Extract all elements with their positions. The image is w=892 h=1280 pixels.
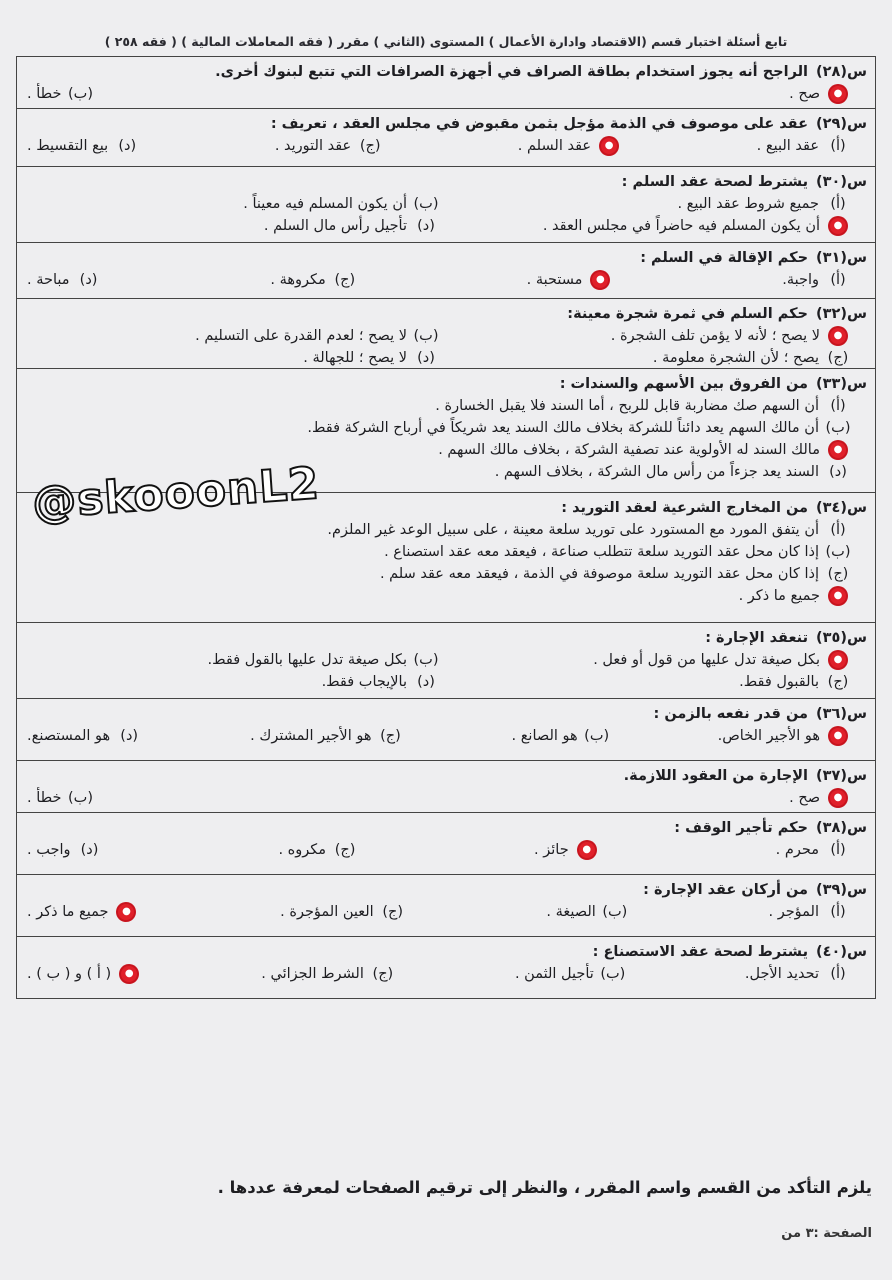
answer-option[interactable]: [250, 725, 403, 747]
option-letter: (ب): [825, 544, 851, 560]
selected-answer-mark-icon: ●: [830, 728, 846, 744]
option-text: أن يكون المسلم فيه حاضراً في مجلس العقد .: [542, 218, 820, 234]
answer-option[interactable]: [27, 395, 851, 417]
answer-option[interactable]: [515, 963, 626, 985]
option-letter: (أ): [830, 272, 846, 288]
option-letter: (د): [118, 138, 137, 154]
option-letter: (د): [417, 218, 435, 234]
option-text: بكل صيغة تدل عليها بالقول فقط.: [207, 652, 407, 668]
option-letter: (أ): [830, 196, 846, 212]
answer-option[interactable]: [280, 901, 406, 923]
option-text: عقد البيع .: [756, 138, 819, 154]
question-header: [27, 627, 867, 649]
options-group: [27, 901, 867, 923]
question-header: [27, 247, 867, 269]
question-number: س(٣٩): [816, 882, 867, 898]
selected-answer-mark-icon: ●: [830, 588, 846, 604]
selected-answer-mark-icon: ●: [830, 790, 846, 806]
answer-option-selected[interactable]: [518, 135, 622, 157]
footer-note: يلزم التأكد من القسم واسم المقرر ، والنظر إلى ترقيم الصفحات لمعرفة عددها .: [217, 1178, 872, 1197]
option-text: عقد التوريد .: [274, 138, 352, 154]
option-letter: (ج): [359, 138, 381, 154]
options-group: [27, 83, 867, 105]
question-number: س(٣٣): [816, 376, 867, 392]
selected-answer-mark-icon: ●: [830, 442, 846, 458]
answer-option[interactable]: [278, 839, 358, 861]
question-text: الإجارة من العقود اللازمة.: [623, 768, 809, 784]
question-number: س(٤٠): [816, 944, 867, 960]
question-block: [16, 937, 876, 999]
option-text: مستحبة .: [526, 272, 583, 288]
question-number: س(٣٥): [816, 630, 867, 646]
question-text: من المخارج الشرعية لعقد التوريد :: [561, 500, 809, 516]
answer-option[interactable]: [27, 135, 140, 157]
option-letter: (د): [417, 350, 435, 366]
answer-option-selected[interactable]: [439, 215, 851, 237]
questions-table: [16, 56, 876, 999]
option-text: لا يصح ؛ لأنه لا يؤمن تلف الشجرة .: [610, 328, 820, 344]
option-letter: (ب): [602, 904, 628, 920]
answer-option[interactable]: [27, 83, 94, 105]
option-letter: (أ): [830, 138, 846, 154]
question-text: الراجح أنه يجوز استخدام بطاقة الصراف في أجهزة الصرافات التي تتبع لبنوك أخرى.: [215, 64, 809, 80]
options-group: [27, 963, 867, 985]
answer-option[interactable]: [27, 649, 439, 671]
question-number: س(٣٧): [816, 768, 867, 784]
option-letter: (ج): [827, 566, 849, 582]
question-block: [16, 761, 876, 813]
option-text: مباحة .: [27, 272, 70, 288]
question-text: من قدر نفعه بالزمن :: [653, 706, 809, 722]
answer-option-selected[interactable]: [789, 787, 851, 809]
question-block: [16, 167, 876, 243]
option-text: إذا كان محل عقد التوريد سلعة تتطلب صناعة ، فيعقد معه عقد استصناع .: [384, 544, 819, 560]
answer-option[interactable]: [439, 347, 851, 369]
selected-answer-mark-icon: ●: [830, 652, 846, 668]
question-text: يشترط لصحة عقد الاستصناع :: [592, 944, 809, 960]
answer-option[interactable]: [27, 325, 439, 347]
selected-answer-mark-icon: ●: [830, 86, 846, 102]
question-header: [27, 61, 867, 83]
question-text: عقد على موصوف في الذمة مؤجل بثمن مقبوض في مجلس العقد ، تعريف :: [270, 116, 809, 132]
option-text: لا يصح ؛ للجهالة .: [303, 350, 407, 366]
option-text: تأجيل الثمن .: [514, 966, 594, 982]
question-number: س(٢٨): [816, 64, 867, 80]
option-letter: (ج): [827, 674, 849, 690]
option-letter: (أ): [830, 398, 846, 414]
question-text: من أركان عقد الإجارة :: [643, 882, 809, 898]
option-letter: (ج): [334, 272, 356, 288]
answer-option[interactable]: [27, 215, 439, 237]
selected-answer-mark-icon: ●: [579, 842, 595, 858]
option-letter: (أ): [830, 522, 846, 538]
selected-answer-mark-icon: ●: [121, 966, 137, 982]
selected-answer-mark-icon: ●: [118, 904, 134, 920]
question-block: [16, 299, 876, 369]
answer-option[interactable]: [27, 839, 102, 861]
answer-option-selected[interactable]: [439, 649, 851, 671]
answer-option[interactable]: [27, 193, 439, 215]
option-text: ( أ ) و ( ب ) .: [27, 966, 112, 982]
option-text: واجبة.: [782, 272, 819, 288]
answer-option[interactable]: [261, 963, 396, 985]
answer-option[interactable]: [757, 135, 851, 157]
option-text: محرم .: [775, 842, 819, 858]
question-number: س(٣٠): [816, 174, 867, 190]
question-block: [16, 875, 876, 937]
option-letter: (ج): [382, 904, 404, 920]
option-text: هو الأجير المشترك .: [250, 728, 372, 744]
option-text: جميع شروط عقد البيع .: [677, 196, 819, 212]
answer-option-selected[interactable]: [439, 325, 851, 347]
answer-option[interactable]: [27, 541, 851, 563]
option-text: أن يتفق المورد مع المستورد على توريد سلعة معينة ، على سبيل الوعد غير الملزم.: [327, 522, 819, 538]
answer-option[interactable]: [782, 269, 851, 291]
option-text: عقد السلم .: [517, 138, 592, 154]
answer-option[interactable]: [27, 269, 102, 291]
question-header: [27, 171, 867, 193]
answer-option[interactable]: [27, 787, 94, 809]
options-group: [27, 725, 867, 747]
option-text: السند يعد جزءاً من رأس مال الشركة ، بخلاف السهم .: [494, 464, 819, 480]
option-letter: (ب): [825, 420, 851, 436]
option-letter: (ب): [413, 652, 439, 668]
option-text: مكروهة .: [270, 272, 326, 288]
answer-option[interactable]: [270, 269, 357, 291]
answer-option[interactable]: [27, 671, 439, 693]
option-text: أن السهم صك مضاربة قابل للربح ، أما السند فلا يقبل الخسارة .: [435, 398, 819, 414]
option-letter: (ج): [827, 350, 849, 366]
exam-header: تابع أسئلة اختبار قسم (الاقتصاد وادارة الأعمال ) المستوى (الثاني ) مقرر ( فقه المعاملات المالية ) ( فقه ٢٥٨ ): [104, 34, 788, 49]
question-number: س(٣٨): [816, 820, 867, 836]
answer-option[interactable]: [511, 725, 609, 747]
answer-option-selected[interactable]: [27, 963, 142, 985]
options-group: [27, 839, 867, 861]
option-text: بالإيجاب فقط.: [321, 674, 407, 690]
answer-option-selected[interactable]: [534, 839, 600, 861]
question-header: [27, 879, 867, 901]
option-text: مالك السند له الأولوية عند تصفية الشركة ، بخلاف مالك السهم .: [438, 442, 820, 458]
question-header: [27, 941, 867, 963]
answer-option[interactable]: [27, 725, 142, 747]
option-letter: (ج): [372, 966, 394, 982]
question-number: س(٢٩): [816, 116, 867, 132]
option-letter: (د): [120, 728, 139, 744]
answer-option[interactable]: [439, 193, 851, 215]
option-letter: (ب): [413, 196, 439, 212]
answer-option-selected[interactable]: [718, 725, 851, 747]
option-text: إذا كان محل عقد التوريد سلعة موصوفة في الذمة ، فيعقد معه عقد سلم .: [379, 566, 819, 582]
option-letter: (ب): [600, 966, 626, 982]
answer-option[interactable]: [27, 563, 851, 585]
question-number: س(٣٢): [816, 306, 867, 322]
answer-option-selected[interactable]: [527, 269, 614, 291]
answer-option[interactable]: [768, 901, 851, 923]
question-number: س(٣١): [816, 250, 867, 266]
option-text: أن يكون المسلم فيه معيناً .: [243, 196, 407, 212]
option-letter: (ب): [584, 728, 610, 744]
selected-answer-mark-icon: ●: [830, 328, 846, 344]
answer-option[interactable]: [776, 839, 851, 861]
selected-answer-mark-icon: ●: [601, 138, 617, 154]
option-letter: (أ): [830, 904, 846, 920]
question-number: س(٣٤): [816, 500, 867, 516]
answer-option-selected[interactable]: [27, 901, 139, 923]
answer-option[interactable]: [745, 963, 851, 985]
answer-option-selected[interactable]: [27, 439, 851, 461]
page-number: الصفحة :٣ من: [781, 1226, 872, 1241]
option-text: بكل صيغة تدل عليها من قول أو فعل .: [593, 652, 820, 668]
option-letter: (ج): [380, 728, 401, 744]
answer-option[interactable]: [275, 135, 383, 157]
option-text: صح .: [789, 86, 820, 102]
option-text: العين المؤجرة .: [280, 904, 374, 920]
answer-option[interactable]: [27, 347, 439, 369]
option-text: الصيغة .: [546, 904, 596, 920]
selected-answer-mark-icon: ●: [592, 272, 608, 288]
question-text: تنعقد الإجارة :: [705, 630, 809, 646]
option-text: تحديد الأجل.: [744, 966, 819, 982]
option-text: هو الأجير الخاص.: [717, 728, 820, 744]
option-text: أن مالك السهم يعد دائناً للشركة بخلاف مالك السند يعد شريكاً في أرباح الشركة فقط.: [307, 420, 819, 436]
question-block: [16, 623, 876, 699]
option-text: تأجيل رأس مال السلم .: [263, 218, 407, 234]
option-letter: (ج): [334, 842, 356, 858]
option-text: صح .: [789, 790, 820, 806]
answer-option[interactable]: [27, 417, 851, 439]
option-text: خطأ .: [27, 86, 62, 102]
option-text: جميع ما ذكر .: [738, 588, 820, 604]
option-text: بالقبول فقط.: [739, 674, 819, 690]
question-text: يشترط لصحة عقد السلم :: [621, 174, 809, 190]
options-group: [27, 193, 867, 237]
question-text: حكم الإقالة في السلم :: [640, 250, 809, 266]
option-letter: (د): [829, 464, 847, 480]
question-text: حكم تأجير الوقف :: [674, 820, 809, 836]
option-text: هو الصانع .: [511, 728, 578, 744]
question-text: حكم السلم في ثمرة شجرة معينة:: [567, 306, 809, 322]
option-text: لا يصح ؛ لعدم القدرة على التسليم .: [195, 328, 407, 344]
answer-option[interactable]: [546, 901, 627, 923]
option-letter: (ب): [413, 328, 439, 344]
options-group: [27, 325, 867, 369]
option-text: واجب .: [27, 842, 71, 858]
question-header: [27, 303, 867, 325]
option-letter: (د): [80, 842, 99, 858]
option-letter: (أ): [830, 966, 846, 982]
option-text: بيع التقسيط .: [27, 138, 109, 154]
question-number: س(٣٦): [816, 706, 867, 722]
answer-option[interactable]: [439, 671, 851, 693]
question-block: [16, 813, 876, 875]
selected-answer-mark-icon: ●: [830, 218, 846, 234]
question-block: [16, 243, 876, 299]
option-text: يصح ؛ لأن الشجرة معلومة .: [652, 350, 819, 366]
options-group: [27, 135, 867, 157]
question-header: [27, 373, 867, 395]
options-group: [27, 519, 867, 607]
option-letter: (ب): [68, 790, 93, 806]
option-text: الشرط الجزائي .: [261, 966, 364, 982]
option-text: هو المستصنع.: [27, 728, 111, 744]
question-header: [27, 765, 867, 787]
answer-option-selected[interactable]: [789, 83, 851, 105]
watermark: @skooonL2: [30, 458, 322, 529]
option-text: المؤجر .: [768, 904, 819, 920]
options-group: [27, 649, 867, 693]
option-text: جائز .: [534, 842, 569, 858]
question-text: من الفروق بين الأسهم والسندات :: [559, 376, 809, 392]
question-header: [27, 703, 867, 725]
question-block: [16, 109, 876, 167]
answer-option-selected[interactable]: [27, 585, 851, 607]
option-letter: (ب): [68, 86, 93, 102]
question-header: [27, 817, 867, 839]
option-text: خطأ .: [27, 790, 62, 806]
option-letter: (د): [79, 272, 98, 288]
question-header: [27, 113, 867, 135]
question-block: [16, 57, 876, 109]
options-group: [27, 269, 867, 291]
option-letter: (أ): [830, 842, 846, 858]
option-letter: (د): [417, 674, 435, 690]
options-group: [27, 787, 867, 809]
question-block: [16, 699, 876, 761]
option-text: جميع ما ذكر .: [27, 904, 109, 920]
answer-option[interactable]: [27, 519, 851, 541]
option-text: مكروه .: [278, 842, 327, 858]
